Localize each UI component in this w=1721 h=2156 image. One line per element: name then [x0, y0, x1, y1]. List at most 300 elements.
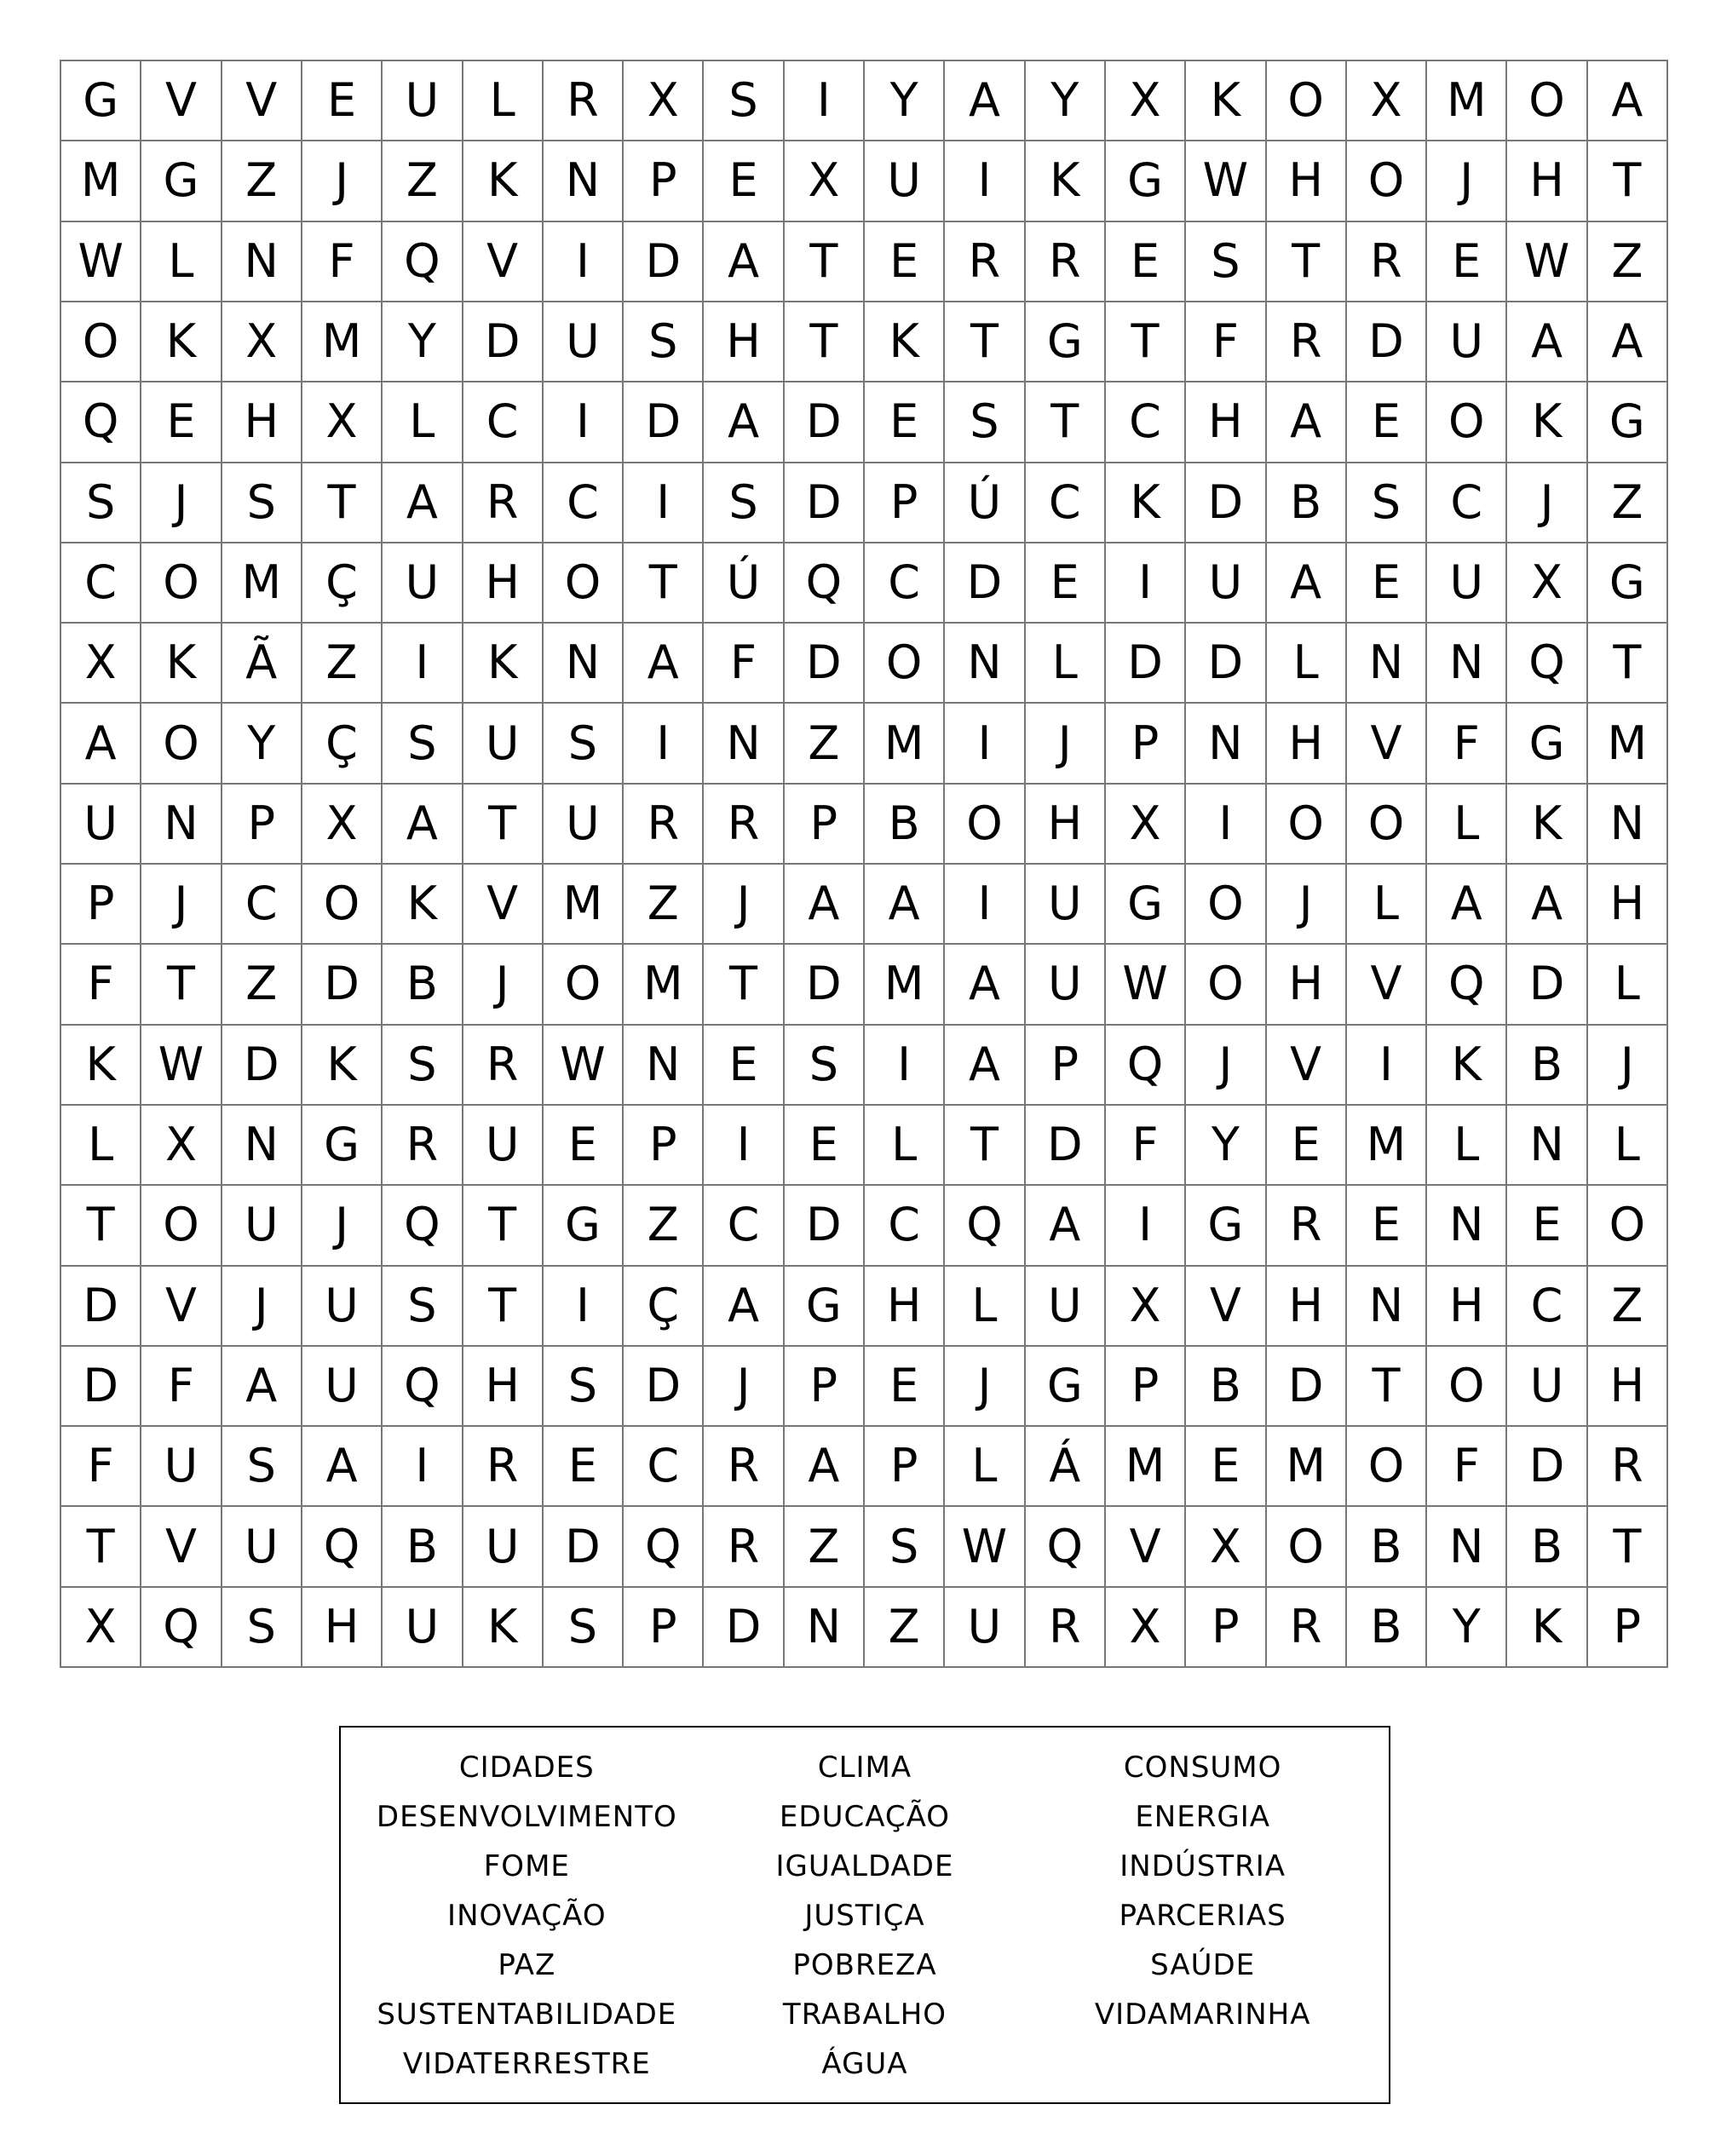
- grid-cell[interactable]: I: [785, 61, 865, 141]
- grid-cell[interactable]: T: [1026, 382, 1106, 463]
- grid-cell[interactable]: U: [463, 1106, 544, 1186]
- grid-cell[interactable]: R: [544, 61, 624, 141]
- grid-cell[interactable]: M: [1588, 704, 1668, 784]
- grid-cell[interactable]: O: [61, 302, 141, 382]
- grid-cell[interactable]: D: [1186, 624, 1266, 704]
- grid-cell[interactable]: E: [1347, 1186, 1427, 1266]
- grid-cell[interactable]: T: [1588, 141, 1668, 221]
- grid-cell[interactable]: B: [1507, 1026, 1587, 1106]
- grid-cell[interactable]: F: [704, 624, 784, 704]
- grid-cell[interactable]: S: [704, 61, 784, 141]
- grid-cell[interactable]: U: [1026, 1267, 1106, 1347]
- grid-cell[interactable]: E: [1507, 1186, 1587, 1266]
- grid-cell[interactable]: E: [1347, 543, 1427, 624]
- grid-cell[interactable]: G: [1588, 543, 1668, 624]
- grid-cell[interactable]: S: [544, 704, 624, 784]
- grid-cell[interactable]: J: [1186, 1026, 1266, 1106]
- grid-cell[interactable]: U: [945, 1588, 1025, 1668]
- grid-cell[interactable]: N: [544, 141, 624, 221]
- grid-cell[interactable]: U: [463, 704, 544, 784]
- grid-cell[interactable]: L: [1347, 865, 1427, 945]
- grid-cell[interactable]: Q: [61, 382, 141, 463]
- grid-cell[interactable]: O: [141, 704, 222, 784]
- grid-cell[interactable]: T: [141, 945, 222, 1025]
- grid-cell[interactable]: W: [61, 222, 141, 302]
- grid-cell[interactable]: K: [141, 302, 222, 382]
- grid-cell[interactable]: J: [463, 945, 544, 1025]
- grid-cell[interactable]: K: [1507, 382, 1587, 463]
- grid-cell[interactable]: D: [945, 543, 1025, 624]
- grid-cell[interactable]: A: [865, 865, 945, 945]
- grid-cell[interactable]: I: [544, 222, 624, 302]
- grid-cell[interactable]: O: [1347, 141, 1427, 221]
- grid-cell[interactable]: U: [222, 1507, 302, 1587]
- grid-cell[interactable]: I: [383, 624, 463, 704]
- grid-cell[interactable]: I: [945, 865, 1025, 945]
- grid-cell[interactable]: C: [704, 1186, 784, 1266]
- grid-cell[interactable]: S: [865, 1507, 945, 1587]
- grid-cell[interactable]: K: [463, 141, 544, 221]
- grid-cell[interactable]: H: [302, 1588, 383, 1668]
- grid-cell[interactable]: U: [1026, 945, 1106, 1025]
- grid-cell[interactable]: H: [1588, 865, 1668, 945]
- grid-cell[interactable]: P: [865, 463, 945, 543]
- grid-cell[interactable]: L: [1427, 1106, 1507, 1186]
- grid-cell[interactable]: Z: [624, 865, 704, 945]
- grid-cell[interactable]: A: [383, 463, 463, 543]
- grid-cell[interactable]: X: [1507, 543, 1587, 624]
- grid-cell[interactable]: J: [1507, 463, 1587, 543]
- grid-cell[interactable]: T: [785, 302, 865, 382]
- grid-cell[interactable]: T: [785, 222, 865, 302]
- grid-cell[interactable]: V: [141, 1507, 222, 1587]
- grid-cell[interactable]: I: [704, 1106, 784, 1186]
- grid-cell[interactable]: U: [463, 1507, 544, 1587]
- grid-cell[interactable]: E: [1267, 1106, 1347, 1186]
- grid-cell[interactable]: N: [1507, 1106, 1587, 1186]
- grid-cell[interactable]: C: [1427, 463, 1507, 543]
- grid-cell[interactable]: Q: [383, 1186, 463, 1266]
- grid-cell[interactable]: E: [704, 1026, 784, 1106]
- grid-cell[interactable]: U: [1427, 543, 1507, 624]
- grid-cell[interactable]: V: [1186, 1267, 1266, 1347]
- grid-cell[interactable]: S: [383, 1026, 463, 1106]
- grid-cell[interactable]: D: [624, 222, 704, 302]
- grid-cell[interactable]: J: [945, 1347, 1025, 1427]
- grid-cell[interactable]: T: [1588, 624, 1668, 704]
- grid-cell[interactable]: D: [785, 1186, 865, 1266]
- grid-cell[interactable]: W: [544, 1026, 624, 1106]
- grid-cell[interactable]: T: [945, 1106, 1025, 1186]
- grid-cell[interactable]: A: [624, 624, 704, 704]
- grid-cell[interactable]: H: [463, 543, 544, 624]
- grid-cell[interactable]: T: [463, 1186, 544, 1266]
- grid-cell[interactable]: V: [463, 222, 544, 302]
- grid-cell[interactable]: X: [61, 1588, 141, 1668]
- grid-cell[interactable]: L: [383, 382, 463, 463]
- grid-cell[interactable]: D: [61, 1267, 141, 1347]
- grid-cell[interactable]: A: [1267, 382, 1347, 463]
- grid-cell[interactable]: L: [1026, 624, 1106, 704]
- grid-cell[interactable]: K: [141, 624, 222, 704]
- grid-cell[interactable]: E: [785, 1106, 865, 1186]
- grid-cell[interactable]: Y: [1427, 1588, 1507, 1668]
- grid-cell[interactable]: H: [1507, 141, 1587, 221]
- grid-cell[interactable]: E: [865, 382, 945, 463]
- grid-cell[interactable]: Z: [1588, 222, 1668, 302]
- grid-cell[interactable]: H: [865, 1267, 945, 1347]
- grid-cell[interactable]: S: [383, 704, 463, 784]
- grid-cell[interactable]: U: [1186, 543, 1266, 624]
- grid-cell[interactable]: N: [222, 222, 302, 302]
- grid-cell[interactable]: O: [1347, 1427, 1427, 1507]
- grid-cell[interactable]: M: [1106, 1427, 1186, 1507]
- grid-cell[interactable]: L: [945, 1267, 1025, 1347]
- grid-cell[interactable]: E: [302, 61, 383, 141]
- grid-cell[interactable]: N: [624, 1026, 704, 1106]
- grid-cell[interactable]: I: [1106, 1186, 1186, 1266]
- grid-cell[interactable]: Z: [785, 704, 865, 784]
- grid-cell[interactable]: D: [1186, 463, 1266, 543]
- grid-cell[interactable]: X: [1347, 61, 1427, 141]
- grid-cell[interactable]: A: [945, 945, 1025, 1025]
- grid-cell[interactable]: A: [1507, 302, 1587, 382]
- grid-cell[interactable]: L: [61, 1106, 141, 1186]
- grid-cell[interactable]: T: [704, 945, 784, 1025]
- grid-cell[interactable]: P: [785, 785, 865, 865]
- grid-cell[interactable]: A: [1427, 865, 1507, 945]
- grid-cell[interactable]: G: [1106, 141, 1186, 221]
- grid-cell[interactable]: X: [624, 61, 704, 141]
- grid-cell[interactable]: C: [1026, 463, 1106, 543]
- grid-cell[interactable]: H: [1267, 945, 1347, 1025]
- grid-cell[interactable]: I: [544, 1267, 624, 1347]
- grid-cell[interactable]: A: [1507, 865, 1587, 945]
- grid-cell[interactable]: M: [865, 704, 945, 784]
- grid-cell[interactable]: M: [865, 945, 945, 1025]
- grid-cell[interactable]: T: [1106, 302, 1186, 382]
- grid-cell[interactable]: D: [785, 624, 865, 704]
- grid-cell[interactable]: S: [61, 463, 141, 543]
- grid-cell[interactable]: G: [785, 1267, 865, 1347]
- grid-cell[interactable]: N: [704, 704, 784, 784]
- grid-cell[interactable]: O: [1347, 785, 1427, 865]
- grid-cell[interactable]: K: [383, 865, 463, 945]
- grid-cell[interactable]: D: [624, 382, 704, 463]
- grid-cell[interactable]: X: [222, 302, 302, 382]
- grid-cell[interactable]: O: [141, 1186, 222, 1266]
- grid-cell[interactable]: B: [1186, 1347, 1266, 1427]
- grid-cell[interactable]: I: [624, 463, 704, 543]
- grid-cell[interactable]: A: [302, 1427, 383, 1507]
- grid-cell[interactable]: K: [463, 624, 544, 704]
- grid-cell[interactable]: B: [1267, 463, 1347, 543]
- grid-cell[interactable]: G: [1588, 382, 1668, 463]
- grid-cell[interactable]: J: [222, 1267, 302, 1347]
- grid-cell[interactable]: A: [704, 1267, 784, 1347]
- grid-cell[interactable]: O: [1267, 61, 1347, 141]
- grid-cell[interactable]: Z: [865, 1588, 945, 1668]
- grid-cell[interactable]: W: [1186, 141, 1266, 221]
- grid-cell[interactable]: A: [785, 1427, 865, 1507]
- grid-cell[interactable]: S: [544, 1588, 624, 1668]
- grid-cell[interactable]: K: [1106, 463, 1186, 543]
- grid-cell[interactable]: C: [1106, 382, 1186, 463]
- grid-cell[interactable]: T: [61, 1186, 141, 1266]
- grid-cell[interactable]: G: [302, 1106, 383, 1186]
- grid-cell[interactable]: B: [1507, 1507, 1587, 1587]
- grid-cell[interactable]: N: [141, 785, 222, 865]
- grid-cell[interactable]: H: [1267, 1267, 1347, 1347]
- grid-cell[interactable]: O: [1427, 1347, 1507, 1427]
- grid-cell[interactable]: T: [61, 1507, 141, 1587]
- grid-cell[interactable]: O: [1186, 865, 1266, 945]
- grid-cell[interactable]: I: [383, 1427, 463, 1507]
- grid-cell[interactable]: A: [785, 865, 865, 945]
- grid-cell[interactable]: O: [1427, 382, 1507, 463]
- grid-cell[interactable]: P: [865, 1427, 945, 1507]
- grid-cell[interactable]: O: [1507, 61, 1587, 141]
- grid-cell[interactable]: L: [463, 61, 544, 141]
- grid-cell[interactable]: U: [383, 543, 463, 624]
- grid-cell[interactable]: M: [61, 141, 141, 221]
- grid-cell[interactable]: F: [61, 945, 141, 1025]
- grid-cell[interactable]: E: [704, 141, 784, 221]
- grid-cell[interactable]: R: [624, 785, 704, 865]
- grid-cell[interactable]: L: [865, 1106, 945, 1186]
- grid-cell[interactable]: V: [1267, 1026, 1347, 1106]
- grid-cell[interactable]: P: [61, 865, 141, 945]
- grid-cell[interactable]: I: [624, 704, 704, 784]
- grid-cell[interactable]: Ç: [302, 704, 383, 784]
- grid-cell[interactable]: V: [1106, 1507, 1186, 1587]
- grid-cell[interactable]: J: [704, 1347, 784, 1427]
- grid-cell[interactable]: T: [302, 463, 383, 543]
- grid-cell[interactable]: G: [1026, 302, 1106, 382]
- grid-cell[interactable]: H: [463, 1347, 544, 1427]
- grid-cell[interactable]: N: [1186, 704, 1266, 784]
- grid-cell[interactable]: J: [1267, 865, 1347, 945]
- grid-cell[interactable]: G: [61, 61, 141, 141]
- grid-cell[interactable]: A: [1588, 61, 1668, 141]
- grid-cell[interactable]: S: [544, 1347, 624, 1427]
- grid-cell[interactable]: W: [141, 1026, 222, 1106]
- grid-cell[interactable]: B: [383, 945, 463, 1025]
- grid-cell[interactable]: H: [1186, 382, 1266, 463]
- grid-cell[interactable]: S: [222, 1588, 302, 1668]
- grid-cell[interactable]: L: [1267, 624, 1347, 704]
- grid-cell[interactable]: A: [383, 785, 463, 865]
- grid-cell[interactable]: V: [1347, 704, 1427, 784]
- grid-cell[interactable]: B: [865, 785, 945, 865]
- grid-cell[interactable]: Á: [1026, 1427, 1106, 1507]
- grid-cell[interactable]: P: [1106, 1347, 1186, 1427]
- grid-cell[interactable]: N: [1588, 785, 1668, 865]
- grid-cell[interactable]: N: [544, 624, 624, 704]
- grid-cell[interactable]: R: [1267, 302, 1347, 382]
- grid-cell[interactable]: K: [865, 302, 945, 382]
- grid-cell[interactable]: C: [61, 543, 141, 624]
- grid-cell[interactable]: N: [1347, 624, 1427, 704]
- grid-cell[interactable]: D: [463, 302, 544, 382]
- grid-cell[interactable]: Q: [1427, 945, 1507, 1025]
- grid-cell[interactable]: U: [383, 1588, 463, 1668]
- grid-cell[interactable]: A: [61, 704, 141, 784]
- grid-cell[interactable]: F: [1427, 704, 1507, 784]
- grid-cell[interactable]: U: [141, 1427, 222, 1507]
- grid-cell[interactable]: D: [544, 1507, 624, 1587]
- grid-cell[interactable]: K: [1026, 141, 1106, 221]
- grid-cell[interactable]: Q: [1507, 624, 1587, 704]
- grid-cell[interactable]: A: [1267, 543, 1347, 624]
- grid-cell[interactable]: J: [704, 865, 784, 945]
- grid-cell[interactable]: E: [865, 222, 945, 302]
- grid-cell[interactable]: F: [61, 1427, 141, 1507]
- grid-cell[interactable]: X: [1106, 61, 1186, 141]
- grid-cell[interactable]: X: [785, 141, 865, 221]
- grid-cell[interactable]: J: [1026, 704, 1106, 784]
- grid-cell[interactable]: N: [1427, 1507, 1507, 1587]
- grid-cell[interactable]: U: [1507, 1347, 1587, 1427]
- grid-cell[interactable]: K: [463, 1588, 544, 1668]
- grid-cell[interactable]: O: [865, 624, 945, 704]
- grid-cell[interactable]: E: [1106, 222, 1186, 302]
- grid-cell[interactable]: Y: [383, 302, 463, 382]
- grid-cell[interactable]: Y: [1026, 61, 1106, 141]
- grid-cell[interactable]: J: [1588, 1026, 1668, 1106]
- grid-cell[interactable]: H: [1588, 1347, 1668, 1427]
- grid-cell[interactable]: R: [704, 785, 784, 865]
- grid-cell[interactable]: U: [302, 1347, 383, 1427]
- grid-cell[interactable]: V: [141, 61, 222, 141]
- grid-cell[interactable]: D: [785, 382, 865, 463]
- grid-cell[interactable]: X: [1106, 1588, 1186, 1668]
- grid-cell[interactable]: S: [222, 1427, 302, 1507]
- grid-cell[interactable]: R: [1026, 222, 1106, 302]
- grid-cell[interactable]: U: [544, 785, 624, 865]
- grid-cell[interactable]: K: [1507, 785, 1587, 865]
- grid-cell[interactable]: N: [1347, 1267, 1427, 1347]
- grid-cell[interactable]: H: [1267, 141, 1347, 221]
- grid-cell[interactable]: H: [1267, 704, 1347, 784]
- grid-cell[interactable]: Y: [1186, 1106, 1266, 1186]
- grid-cell[interactable]: T: [945, 302, 1025, 382]
- grid-cell[interactable]: W: [1507, 222, 1587, 302]
- grid-cell[interactable]: S: [785, 1026, 865, 1106]
- grid-cell[interactable]: C: [865, 1186, 945, 1266]
- grid-cell[interactable]: P: [1106, 704, 1186, 784]
- grid-cell[interactable]: U: [544, 302, 624, 382]
- grid-cell[interactable]: C: [1507, 1267, 1587, 1347]
- grid-cell[interactable]: U: [865, 141, 945, 221]
- grid-cell[interactable]: U: [1427, 302, 1507, 382]
- grid-cell[interactable]: I: [945, 141, 1025, 221]
- grid-cell[interactable]: D: [1507, 1427, 1587, 1507]
- grid-cell[interactable]: W: [945, 1507, 1025, 1587]
- grid-cell[interactable]: X: [61, 624, 141, 704]
- grid-cell[interactable]: T: [463, 785, 544, 865]
- grid-cell[interactable]: J: [141, 865, 222, 945]
- grid-cell[interactable]: N: [1427, 624, 1507, 704]
- grid-cell[interactable]: A: [704, 222, 784, 302]
- grid-cell[interactable]: X: [141, 1106, 222, 1186]
- grid-cell[interactable]: E: [1427, 222, 1507, 302]
- grid-cell[interactable]: N: [1427, 1186, 1507, 1266]
- grid-cell[interactable]: O: [1267, 785, 1347, 865]
- grid-cell[interactable]: R: [1347, 222, 1427, 302]
- grid-cell[interactable]: D: [222, 1026, 302, 1106]
- grid-cell[interactable]: Z: [383, 141, 463, 221]
- grid-cell[interactable]: G: [1106, 865, 1186, 945]
- grid-cell[interactable]: Ã: [222, 624, 302, 704]
- grid-cell[interactable]: C: [865, 543, 945, 624]
- grid-cell[interactable]: T: [624, 543, 704, 624]
- grid-cell[interactable]: F: [1427, 1427, 1507, 1507]
- grid-cell[interactable]: C: [222, 865, 302, 945]
- grid-cell[interactable]: K: [1427, 1026, 1507, 1106]
- grid-cell[interactable]: P: [624, 1588, 704, 1668]
- grid-cell[interactable]: S: [1347, 463, 1427, 543]
- grid-cell[interactable]: D: [785, 945, 865, 1025]
- grid-cell[interactable]: L: [945, 1427, 1025, 1507]
- grid-cell[interactable]: Q: [1026, 1507, 1106, 1587]
- grid-cell[interactable]: M: [1347, 1106, 1427, 1186]
- grid-cell[interactable]: O: [302, 865, 383, 945]
- grid-cell[interactable]: Q: [1106, 1026, 1186, 1106]
- grid-cell[interactable]: Ç: [624, 1267, 704, 1347]
- grid-cell[interactable]: S: [222, 463, 302, 543]
- grid-cell[interactable]: V: [1347, 945, 1427, 1025]
- grid-cell[interactable]: A: [222, 1347, 302, 1427]
- grid-cell[interactable]: Q: [945, 1186, 1025, 1266]
- grid-cell[interactable]: Z: [222, 141, 302, 221]
- grid-cell[interactable]: V: [463, 865, 544, 945]
- grid-cell[interactable]: D: [1507, 945, 1587, 1025]
- grid-cell[interactable]: U: [61, 785, 141, 865]
- grid-cell[interactable]: C: [463, 382, 544, 463]
- grid-cell[interactable]: M: [302, 302, 383, 382]
- grid-cell[interactable]: Q: [383, 222, 463, 302]
- grid-cell[interactable]: Z: [302, 624, 383, 704]
- grid-cell[interactable]: H: [1427, 1267, 1507, 1347]
- grid-cell[interactable]: I: [1347, 1026, 1427, 1106]
- grid-cell[interactable]: A: [945, 1026, 1025, 1106]
- grid-cell[interactable]: O: [1267, 1507, 1347, 1587]
- grid-cell[interactable]: D: [61, 1347, 141, 1427]
- grid-cell[interactable]: B: [1347, 1507, 1427, 1587]
- grid-cell[interactable]: R: [704, 1427, 784, 1507]
- grid-cell[interactable]: M: [1267, 1427, 1347, 1507]
- grid-cell[interactable]: J: [302, 141, 383, 221]
- grid-cell[interactable]: Z: [1588, 463, 1668, 543]
- grid-cell[interactable]: L: [141, 222, 222, 302]
- grid-cell[interactable]: D: [1347, 302, 1427, 382]
- grid-cell[interactable]: K: [302, 1026, 383, 1106]
- grid-cell[interactable]: U: [302, 1267, 383, 1347]
- grid-cell[interactable]: D: [704, 1588, 784, 1668]
- grid-cell[interactable]: E: [141, 382, 222, 463]
- grid-cell[interactable]: R: [704, 1507, 784, 1587]
- grid-cell[interactable]: W: [1106, 945, 1186, 1025]
- grid-cell[interactable]: Z: [785, 1507, 865, 1587]
- grid-cell[interactable]: C: [544, 463, 624, 543]
- grid-cell[interactable]: V: [222, 61, 302, 141]
- grid-cell[interactable]: P: [1026, 1026, 1106, 1106]
- grid-cell[interactable]: Y: [222, 704, 302, 784]
- grid-cell[interactable]: H: [704, 302, 784, 382]
- grid-cell[interactable]: P: [624, 1106, 704, 1186]
- grid-cell[interactable]: B: [383, 1507, 463, 1587]
